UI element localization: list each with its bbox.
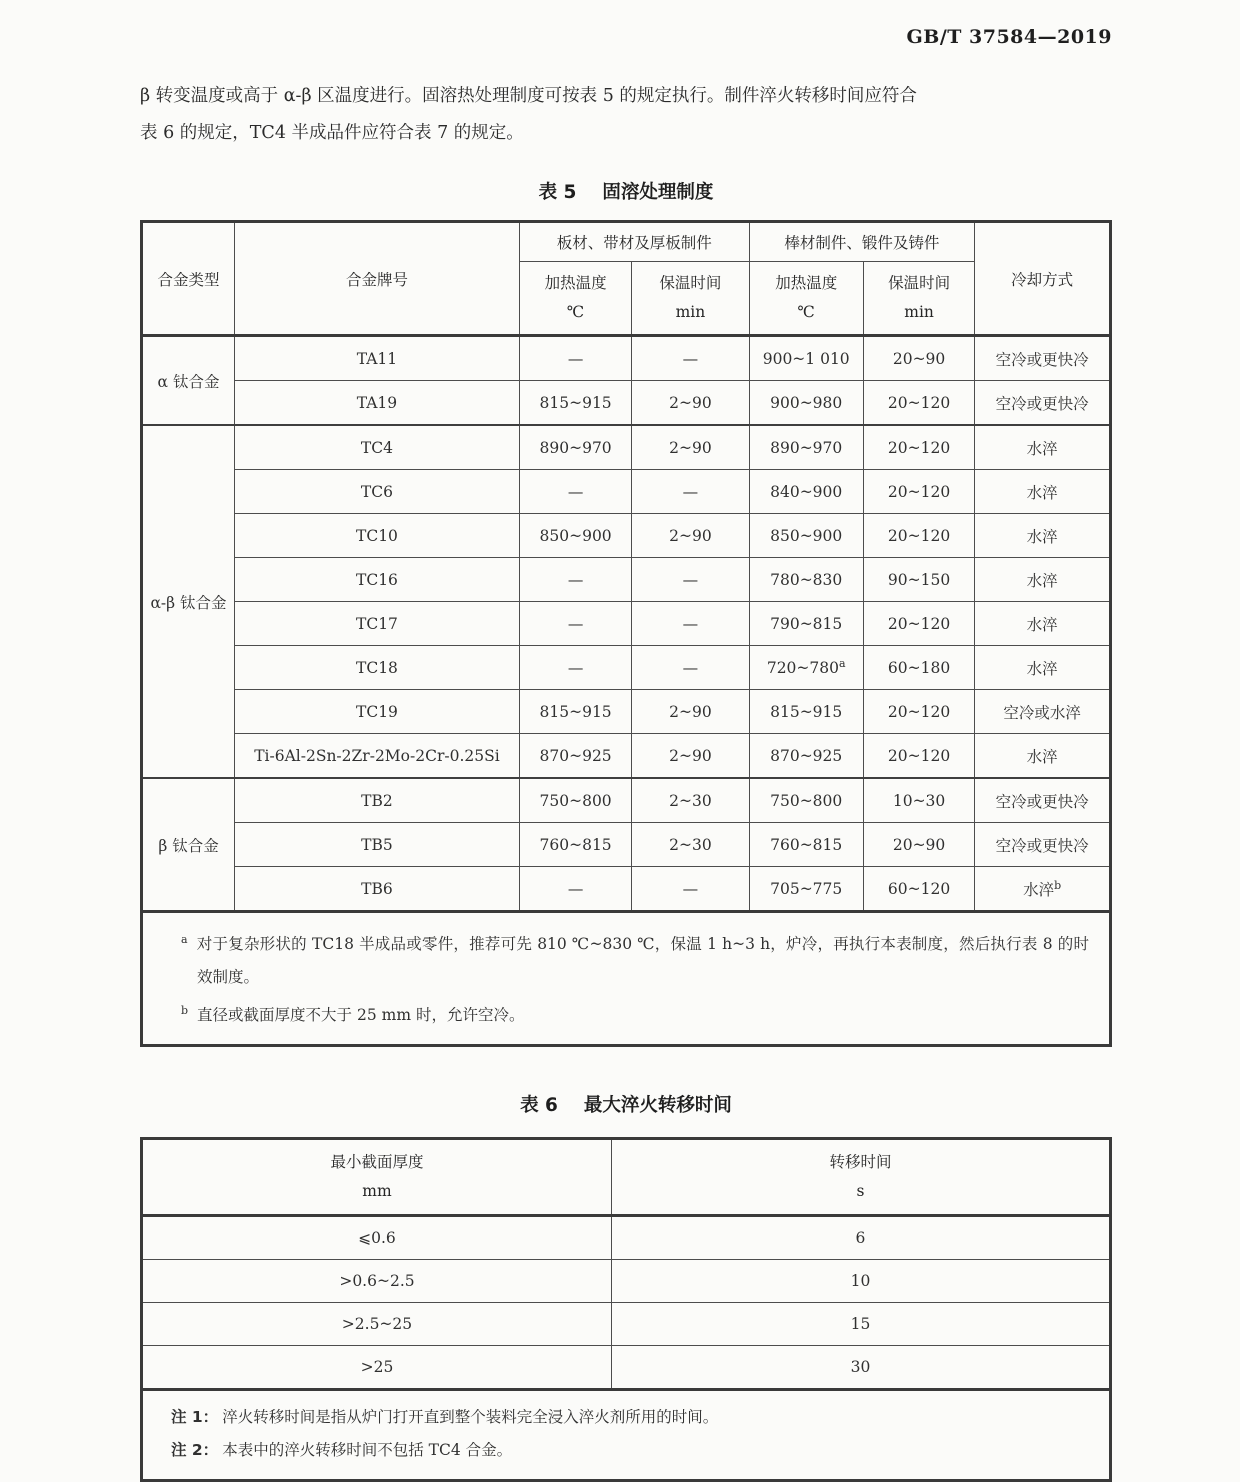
bar-products-header: 棒材制件、锻件及铸件 <box>749 222 975 262</box>
thickness-cell: >25 <box>142 1346 612 1390</box>
bar-temp-cell: 760~815 <box>749 823 863 867</box>
footnote-ref-a: a <box>839 656 846 670</box>
bar-temp-cell: 705~775 <box>749 867 863 912</box>
table-row <box>142 336 1111 381</box>
alloy-grade-cell: TC4 <box>235 425 520 470</box>
cooling-cell: 空冷或更快冷 <box>975 381 1111 426</box>
alloy-grade-cell: TC18 <box>235 646 520 690</box>
plate-time-cell: 2~90 <box>632 514 749 558</box>
plate-time-cell: 2~90 <box>632 690 749 734</box>
bar-time-cell: 20~90 <box>863 336 974 381</box>
cooling-cell: 空冷或更快冷 <box>975 823 1111 867</box>
header-label: 转移时间 <box>829 1153 892 1172</box>
header-unit: min <box>675 303 706 321</box>
thickness-cell: >2.5~25 <box>142 1303 612 1346</box>
cooling-cell: 水淬 <box>975 425 1111 470</box>
footnote-text: 对于复杂形状的 TC18 半成品或零件，推荐可先 810 ℃~830 ℃，保温 1 h~3 h，炉冷，再执行本表制度，然后执行表 8 的时效制度。 <box>196 935 1089 987</box>
bar-temp-cell: 750~800 <box>749 778 863 823</box>
cell-value: 720~780 <box>766 658 839 677</box>
footnote-marker: b <box>181 1004 189 1018</box>
solution-treatment-table <box>140 220 1112 1047</box>
alloy-grade-cell: TC10 <box>235 514 520 558</box>
bar-holding-time-header <box>863 262 974 336</box>
table-row <box>142 470 1111 514</box>
cooling-cell: 水淬 <box>975 514 1111 558</box>
thickness-cell: ⩽0.6 <box>142 1216 612 1260</box>
alloy-grade-cell: TB5 <box>235 823 520 867</box>
transfer-time-header <box>611 1139 1110 1216</box>
paragraph-line: β 转变温度或高于 α-β 区温度进行。固溶热处理制度可按表 5 的规定执行。制件淬火转移时间应符合 <box>140 86 917 106</box>
alloy-type-group-cell: α 钛合金 <box>142 336 235 426</box>
plate-temp-cell: 890~970 <box>519 425 631 470</box>
table-row <box>142 1303 1111 1346</box>
plate-time-cell: — <box>632 867 749 912</box>
plate-temp-cell: 750~800 <box>519 778 631 823</box>
bar-time-cell: 20~120 <box>863 425 974 470</box>
caption-text: 固溶处理制度 <box>602 182 714 203</box>
table-row <box>142 425 1111 470</box>
alloy-grade-cell: TC17 <box>235 602 520 646</box>
note-1 <box>171 1401 1089 1434</box>
cooling-cell: 空冷或更快冷 <box>975 778 1111 823</box>
alloy-grade-header: 合金牌号 <box>235 222 520 336</box>
table5-caption <box>140 178 1112 204</box>
plate-temp-cell: 760~815 <box>519 823 631 867</box>
table-row <box>142 646 1111 690</box>
table-row <box>142 514 1111 558</box>
bar-time-cell: 60~120 <box>863 867 974 912</box>
table-row <box>142 1260 1111 1303</box>
caption-number: 表 6 <box>520 1095 558 1117</box>
cooling-cell: 水淬 <box>975 646 1111 690</box>
table-notes-row <box>142 1390 1111 1481</box>
bar-time-cell: 20~120 <box>863 690 974 734</box>
thickness-cell: >0.6~2.5 <box>142 1260 612 1303</box>
bar-temp-cell: 780~830 <box>749 558 863 602</box>
footnote-a <box>171 923 1089 994</box>
bar-temp-cell: 900~980 <box>749 381 863 426</box>
note-label: 注 1： <box>171 1408 219 1427</box>
table5-footnotes <box>142 912 1111 1046</box>
note-label: 注 2： <box>171 1441 219 1460</box>
plate-time-cell: — <box>632 646 749 690</box>
bar-temp-cell: 790~815 <box>749 602 863 646</box>
header-row <box>142 1139 1111 1216</box>
footnote-text: 直径或截面厚度不大于 25 mm 时，允许空冷。 <box>197 1006 525 1025</box>
table6-caption <box>140 1091 1112 1117</box>
table6-notes <box>142 1390 1111 1481</box>
footnote-marker: a <box>181 933 188 946</box>
bar-temp-cell <box>749 646 863 690</box>
header-unit: ℃ <box>566 303 585 321</box>
plate-temp-cell: — <box>519 470 631 514</box>
cooling-cell: 水淬 <box>975 602 1111 646</box>
header-label: 保温时间 <box>888 274 951 292</box>
alloy-grade-cell: TB2 <box>235 778 520 823</box>
plate-time-cell: 2~30 <box>632 823 749 867</box>
plate-time-cell: — <box>632 470 749 514</box>
plate-temp-cell: 815~915 <box>519 690 631 734</box>
header-unit: min <box>904 303 934 321</box>
table-row <box>142 690 1111 734</box>
bar-temp-cell: 840~900 <box>749 470 863 514</box>
table-row <box>142 1346 1111 1390</box>
alloy-type-header: 合金类型 <box>142 222 235 336</box>
plate-temp-cell: — <box>519 558 631 602</box>
bar-time-cell: 20~90 <box>863 823 974 867</box>
body-paragraph <box>140 78 1112 152</box>
table-footnotes-row <box>142 912 1111 1046</box>
plate-time-cell: 2~30 <box>632 778 749 823</box>
table-row <box>142 778 1111 823</box>
bar-time-cell: 20~120 <box>863 381 974 426</box>
time-cell: 30 <box>611 1346 1110 1390</box>
bar-temp-cell: 850~900 <box>749 514 863 558</box>
plate-time-cell: — <box>632 558 749 602</box>
header-unit: s <box>856 1182 865 1201</box>
bar-time-cell: 90~150 <box>863 558 974 602</box>
header-label: 加热温度 <box>544 274 607 292</box>
bar-time-cell: 60~180 <box>863 646 974 690</box>
plate-temp-cell: — <box>519 602 631 646</box>
cooling-cell: 水淬 <box>975 470 1111 514</box>
plate-holding-time-header <box>632 262 749 336</box>
time-cell: 10 <box>611 1260 1110 1303</box>
cooling-cell: 水淬 <box>975 734 1111 779</box>
table-row <box>142 1216 1111 1260</box>
cooling-cell: 水淬 <box>975 558 1111 602</box>
header-unit: mm <box>362 1182 392 1201</box>
plate-temp-cell: — <box>519 646 631 690</box>
alloy-grade-cell: TC6 <box>235 470 520 514</box>
cell-value: 水淬 <box>1023 880 1055 899</box>
time-cell: 6 <box>611 1216 1110 1260</box>
time-cell: 15 <box>611 1303 1110 1346</box>
header-label: 加热温度 <box>775 274 838 292</box>
bar-time-cell: 20~120 <box>863 602 974 646</box>
paragraph-line: 表 6 的规定，TC4 半成品件应符合表 7 的规定。 <box>140 123 524 143</box>
table-row <box>142 381 1111 426</box>
header-label: 最小截面厚度 <box>330 1153 424 1172</box>
table-row <box>142 602 1111 646</box>
bar-temp-cell: 815~915 <box>749 690 863 734</box>
caption-number: 表 5 <box>538 182 577 203</box>
alloy-type-group-cell: α-β 钛合金 <box>142 425 235 778</box>
alloy-grade-cell: TA19 <box>235 381 520 426</box>
plate-temp-cell: — <box>519 336 631 381</box>
plate-time-cell: — <box>632 336 749 381</box>
caption-text: 最大淬火转移时间 <box>583 1095 732 1117</box>
plate-time-cell: 2~90 <box>632 381 749 426</box>
plate-temp-cell: 850~900 <box>519 514 631 558</box>
bar-time-cell: 20~120 <box>863 470 974 514</box>
cooling-cell: 空冷或更快冷 <box>975 336 1111 381</box>
bar-temp-cell: 900~1 010 <box>749 336 863 381</box>
plate-time-cell: 2~90 <box>632 734 749 779</box>
bar-temp-cell: 890~970 <box>749 425 863 470</box>
standard-number: GB/T 37584—2019 <box>906 26 1112 48</box>
header-unit: ℃ <box>797 303 815 321</box>
note-text: 本表中的淬火转移时间不包括 TC4 合金。 <box>222 1441 513 1460</box>
bar-time-cell: 20~120 <box>863 734 974 779</box>
quench-transfer-time-table <box>140 1137 1112 1482</box>
table-row <box>142 734 1111 779</box>
cooling-cell: 空冷或水淬 <box>975 690 1111 734</box>
table-row <box>142 823 1111 867</box>
bar-time-cell: 10~30 <box>863 778 974 823</box>
alloy-grade-cell: TC16 <box>235 558 520 602</box>
plate-products-header: 板材、带材及厚板制件 <box>519 222 749 262</box>
plate-time-cell: 2~90 <box>632 425 749 470</box>
alloy-grade-cell: TB6 <box>235 867 520 912</box>
plate-temp-cell: 815~915 <box>519 381 631 426</box>
table-row <box>142 558 1111 602</box>
plate-temp-cell: 870~925 <box>519 734 631 779</box>
bar-heating-temp-header <box>749 262 863 336</box>
min-thickness-header <box>142 1139 612 1216</box>
alloy-grade-cell: TA11 <box>235 336 520 381</box>
footnote-ref-b: b <box>1054 878 1062 892</box>
note-2 <box>171 1434 1089 1467</box>
footnote-b <box>171 994 1089 1032</box>
plate-temp-cell: — <box>519 867 631 912</box>
cooling-cell <box>975 867 1111 912</box>
alloy-type-group-cell: β 钛合金 <box>142 778 235 912</box>
bar-time-cell: 20~120 <box>863 514 974 558</box>
plate-heating-temp-header <box>519 262 631 336</box>
header-label: 保温时间 <box>659 274 722 292</box>
plate-time-cell: — <box>632 602 749 646</box>
table-row <box>142 867 1111 912</box>
alloy-grade-cell: Ti-6Al-2Sn-2Zr-2Mo-2Cr-0.25Si <box>235 734 520 779</box>
alloy-grade-cell: TC19 <box>235 690 520 734</box>
bar-temp-cell: 870~925 <box>749 734 863 779</box>
cooling-method-header: 冷却方式 <box>975 222 1111 336</box>
note-text: 淬火转移时间是指从炉门打开直到整个装料完全浸入淬火剂所用的时间。 <box>222 1408 719 1427</box>
